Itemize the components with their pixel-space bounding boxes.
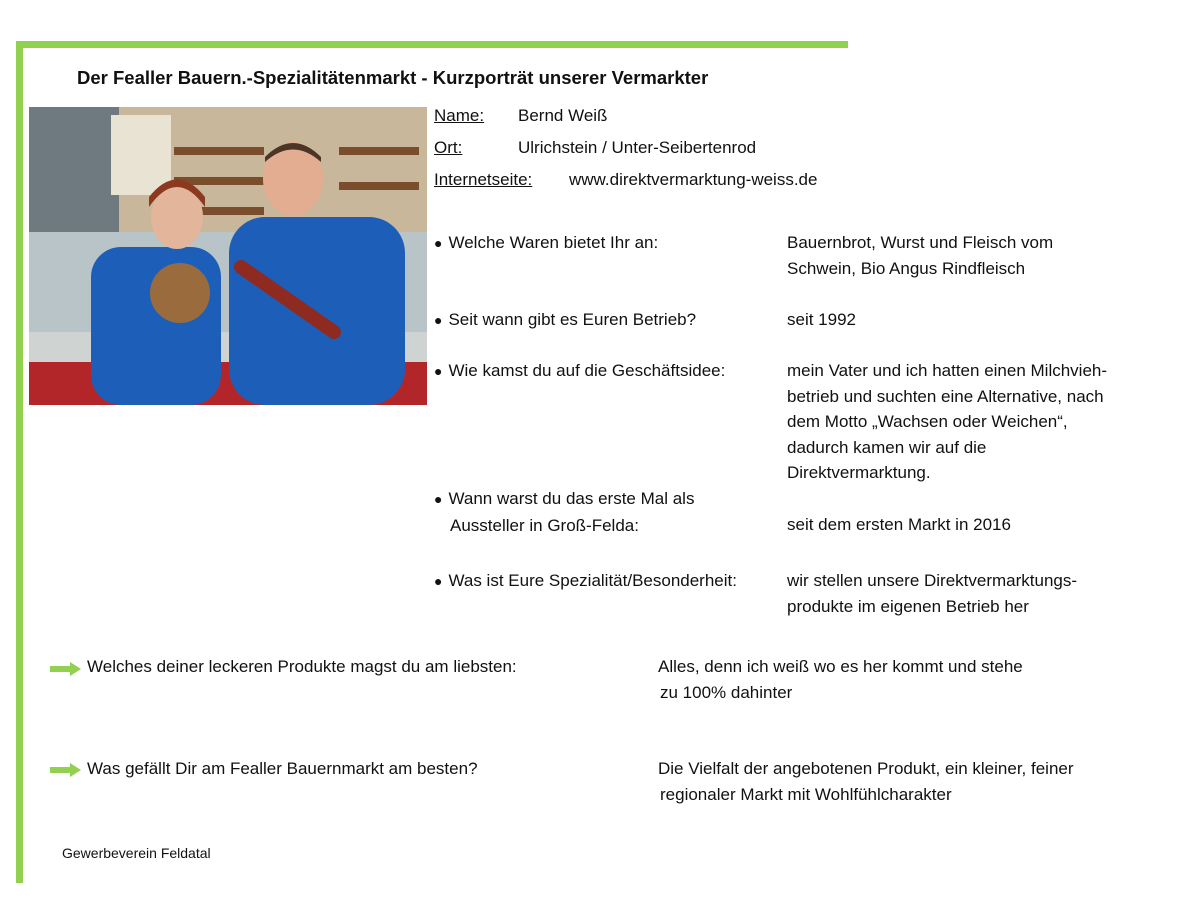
green-arrow-icon bbox=[50, 763, 81, 777]
qa-question: ● Wann warst du das erste Mal als Aussteller in Groß-Felda: bbox=[434, 489, 695, 535]
ort-value: Ulrichstein / Unter-Seibertenrod bbox=[518, 138, 757, 157]
ort-label: Ort: bbox=[434, 138, 463, 157]
bullet-icon: ● bbox=[434, 363, 443, 379]
bullet-icon: ● bbox=[434, 312, 443, 328]
qa-question: ● Was ist Eure Spezialität/Besonderheit: bbox=[434, 568, 737, 595]
name-label: Name: bbox=[434, 106, 485, 125]
footer-text: Gewerbeverein Feldatal bbox=[62, 845, 211, 861]
qa-question: ● Wie kamst du auf die Geschäftsidee: bbox=[434, 358, 725, 385]
website-value[interactable]: www.direktvermarktung-weiss.de bbox=[569, 170, 818, 189]
qa-answer: wir stellen unsere Direktvermarktungs- produkte im eigenen Betrieb her bbox=[787, 571, 1078, 616]
qa-question: ● Seit wann gibt es Euren Betrieb? bbox=[434, 307, 696, 334]
bullet-icon: ● bbox=[434, 491, 443, 507]
vendor-photo bbox=[29, 107, 427, 405]
highlight-answer: Alles, denn ich weiß wo es her kommt und stehe zu 100% dahinter bbox=[658, 657, 1023, 702]
vendor-photo-illustration bbox=[29, 107, 427, 405]
website-label: Internetseite: bbox=[434, 170, 533, 189]
qa-answer: seit dem ersten Markt in 2016 bbox=[787, 515, 1011, 534]
highlight-question: Welches deiner leckeren Produkte magst du am liebsten: bbox=[87, 657, 517, 676]
qa-answer: mein Vater und ich hatten einen Milchvieh- betrieb und suchten eine Alternative, nach dem Motto „Wachsen oder Weichen“, dadurch kamen wir auf die Direktvermarktung. bbox=[787, 361, 1108, 482]
highlight-answer: Die Vielfalt der angebotenen Produkt, ein kleiner, feiner regionaler Markt mit Wohlfühlcharakter bbox=[658, 759, 1074, 804]
frame-top-border bbox=[16, 41, 848, 48]
qa-question: ● Welche Waren bietet Ihr an: bbox=[434, 230, 658, 257]
qa-answer: Bauernbrot, Wurst und Fleisch vom Schwein, Bio Angus Rindfleisch bbox=[787, 233, 1054, 278]
bullet-icon: ● bbox=[434, 235, 443, 251]
bullet-icon: ● bbox=[434, 573, 443, 589]
page-title: Der Fealler Bauern.-Spezialitätenmarkt - Kurzporträt unserer Vermarkter bbox=[77, 67, 709, 88]
green-arrow-icon bbox=[50, 662, 81, 676]
name-value: Bernd Weiß bbox=[518, 106, 608, 125]
qa-answer: seit 1992 bbox=[787, 310, 856, 329]
frame-left-border bbox=[16, 41, 23, 883]
highlight-question: Was gefällt Dir am Fealler Bauernmarkt am besten? bbox=[87, 759, 478, 778]
